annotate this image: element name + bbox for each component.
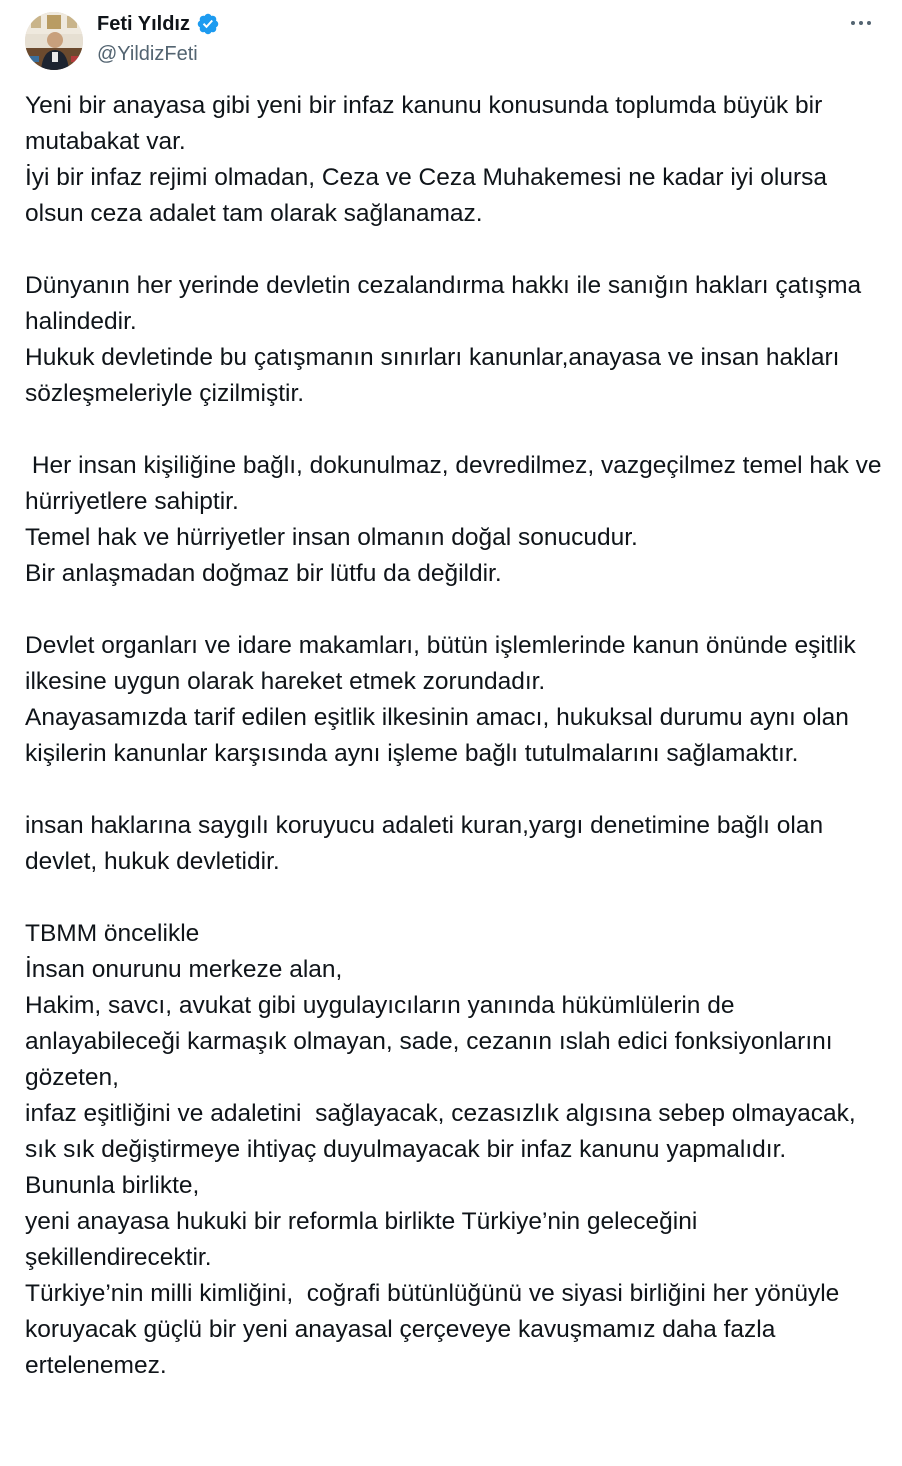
tweet-text bbox=[25, 88, 889, 1384]
tweet-text-line: yeni anayasa hukuki bir reformla birlikte Türkiye’nin geleceğini şekillendirecektir. bbox=[25, 1208, 705, 1271]
tweet-text-line: İyi bir infaz rejimi olmadan, Ceza ve Ceza Muhakemesi ne kadar iyi olursa olsun ceza adalet tam olarak sağlanamaz. bbox=[25, 164, 834, 227]
paragraph-gap bbox=[25, 880, 885, 916]
author-display-name[interactable]: Feti Yıldız bbox=[97, 13, 190, 35]
tweet-text-line: Hukuk devletinde bu çatışmanın sınırları kanunlar,anayasa ve insan hakları sözleşmeleriyle çizilmiştir. bbox=[25, 344, 847, 407]
paragraph-gap bbox=[25, 232, 885, 268]
tweet-text-line: Türkiye’nin milli kimliğini, coğrafi bütünlüğünü ve siyasi birliğini her yönüyle koruyacak güçlü bir yeni anayasal çerçeveye kavuşmamız daha fazla ertelenemez. bbox=[25, 1280, 847, 1379]
paragraph-gap bbox=[25, 592, 885, 628]
more-horizontal-icon-dot bbox=[867, 21, 871, 25]
author-name-row bbox=[97, 12, 220, 36]
paragraph-gap bbox=[25, 412, 885, 448]
tweet-text-line: TBMM öncelikle bbox=[25, 920, 200, 947]
more-horizontal-icon-dot bbox=[859, 21, 863, 25]
more-options-button[interactable] bbox=[842, 6, 880, 40]
tweet-text-line: Anayasamızda tarif edilen eşitlik ilkesinin amacı, hukuksal durumu aynı olan kişilerin kanunlar karşısında aynı işleme bağlı tutulmalarını sağlamaktır. bbox=[25, 704, 856, 767]
verified-badge-icon[interactable] bbox=[196, 12, 220, 36]
profile-photo bbox=[25, 12, 83, 70]
tweet-text-line: Devlet organları ve idare makamları, bütün işlemlerinde kanun önünde eşitlik ilkesine uygun olarak hareket etmek zorundadır. bbox=[25, 632, 863, 695]
tweet-text-line: Hakim, savcı, avukat gibi uygulayıcıların yanında hükümlülerin de anlayabileceği karmaşık olmayan, sade, cezanın ıslah edici fonksiyonlarını gözeten, bbox=[25, 992, 840, 1091]
tweet-text-line: Bununla birlikte, bbox=[25, 1172, 200, 1199]
author-handle[interactable]: @YildizFeti bbox=[97, 43, 198, 65]
tweet-text-line: sık sık değiştirmeye ihtiyaç duyulmayacak bir infaz kanunu yapmalıdır. bbox=[25, 1136, 787, 1163]
paragraph-gap bbox=[25, 772, 885, 808]
avatar[interactable] bbox=[25, 12, 83, 70]
tweet-text-line: Bir anlaşmadan doğmaz bir lütfu da değildir. bbox=[25, 560, 502, 587]
tweet-text-line: Her insan kişiliğine bağlı, dokunulmaz, devredilmez, vazgeçilmez temel hak ve hürriyetlere sahiptir. bbox=[25, 452, 889, 515]
more-horizontal-icon bbox=[851, 21, 855, 25]
tweet-text-line: infaz eşitliğini ve adaletini sağlayacak, cezasızlık algısına sebep olmayacak, bbox=[25, 1100, 856, 1127]
tweet-text-line: Yeni bir anayasa gibi yeni bir infaz kanunu konusunda toplumda büyük bir mutabakat var. bbox=[25, 92, 830, 155]
tweet-text-line: Temel hak ve hürriyetler insan olmanın doğal sonucudur. bbox=[25, 524, 638, 551]
tweet-text-line: İnsan onurunu merkeze alan, bbox=[25, 956, 343, 983]
tweet-text-line: insan haklarına saygılı koruyucu adaleti kuran,yargı denetimine bağlı olan devlet, hukuk devletidir. bbox=[25, 812, 830, 875]
tweet-text-line: Dünyanın her yerinde devletin cezalandırma hakkı ile sanığın hakları çatışma halindedir. bbox=[25, 272, 868, 335]
